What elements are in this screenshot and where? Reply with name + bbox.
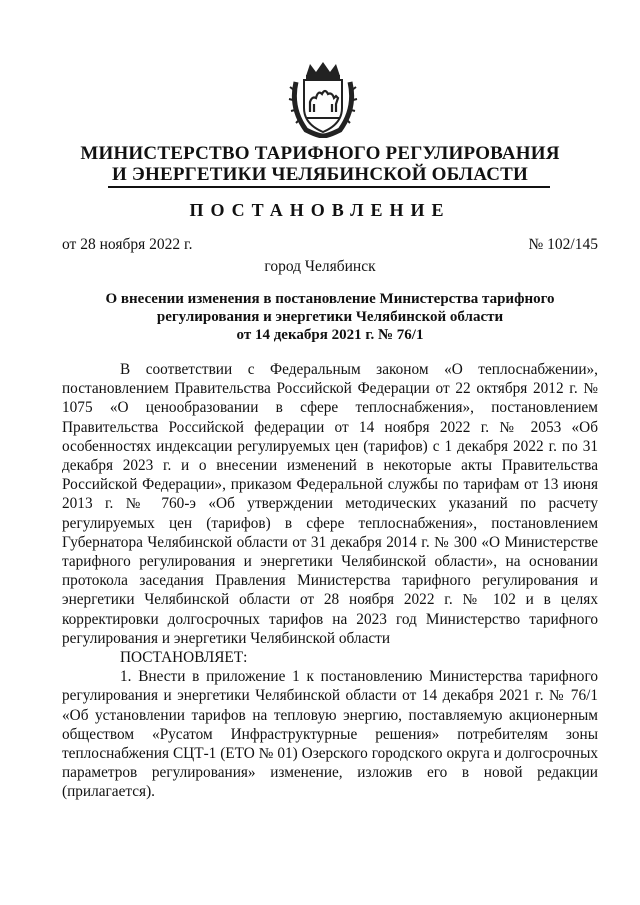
- document-city: город Челябинск: [264, 258, 376, 275]
- coat-of-arms-icon: [288, 60, 358, 138]
- document-subject: [62, 290, 598, 344]
- body-paragraph-preamble: В соответствии с Федеральным законом «О теплоснабжении», постановлением Правительства Российской Федерации от 22 октября 2012 г. № 1075 «О ценообразовании в сфере теплоснабжения», постановлением Правительства Российской федерации от 14 ноября 2022 г. № 2053 «Об особенностях индексации регулируемых цен (тарифов) с 1 декабря 2022 г. по 31 декабря 2023 г. и о внесении изменений в некоторые акты Правительства Российской Федерации», приказом Федеральной службы по тарифам от 13 июня 2013 г. № 760-э «Об утверждении методических указаний по расчету регулируемых цен (тарифов) в сфере теплоснабжения», постановлением Губернатора Челябинской области от 31 декабря 2014 г. № 300 «О Министерстве тарифного регулирования и энергетики Челябинской области», на основании протокола заседания Правления Министерства тарифного регулирования и энергетики Челябинской области от 28 ноября 2022 г. № 102 и в целях корректировки долгосрочных тарифов на 2023 год Министерство тарифного регулирования и энергетики Челябинской области: [62, 361, 598, 647]
- subject-line2: регулирования и энергетики Челябинской области: [156, 309, 504, 325]
- document-body: [62, 360, 598, 802]
- document-date: от 28 ноября 2022 г.: [62, 236, 193, 253]
- subject-line1: О внесении изменения в постановление Министерства тарифного: [105, 291, 555, 307]
- ministry-name-line2: И ЭНЕРГЕТИКИ ЧЕЛЯБИНСКОЙ ОБЛАСТИ: [111, 164, 529, 185]
- document-number: № 102/145: [528, 236, 598, 253]
- document-type-title: ПОСТАНОВЛЕНИЕ: [189, 200, 451, 220]
- body-decree-word: ПОСТАНОВЛЯЕТ:: [120, 649, 248, 667]
- body-paragraph-item-1: 1. Внести в приложение 1 к постановлению Министерства тарифного регулирования и энергетики Челябинской области от 14 декабря 2021 г. № 76/1 «Об установлении тарифов на тепловую энергию, поставляемую акционерным обществом «Русатом Инфраструктурные решения» потребителям зоны теплоснабжения СЦТ-1 (ЕТО № 01) Озерского городского округа и долгосрочных параметров регулирования» изменение, изложив его в новой редакции (прилагается).: [62, 668, 598, 801]
- header-divider: [108, 186, 550, 188]
- subject-line3: от 14 декабря 2021 г. № 76/1: [236, 327, 424, 343]
- ministry-name-line1: МИНИСТЕРСТВО ТАРИФНОГО РЕГУЛИРОВАНИЯ: [80, 143, 560, 164]
